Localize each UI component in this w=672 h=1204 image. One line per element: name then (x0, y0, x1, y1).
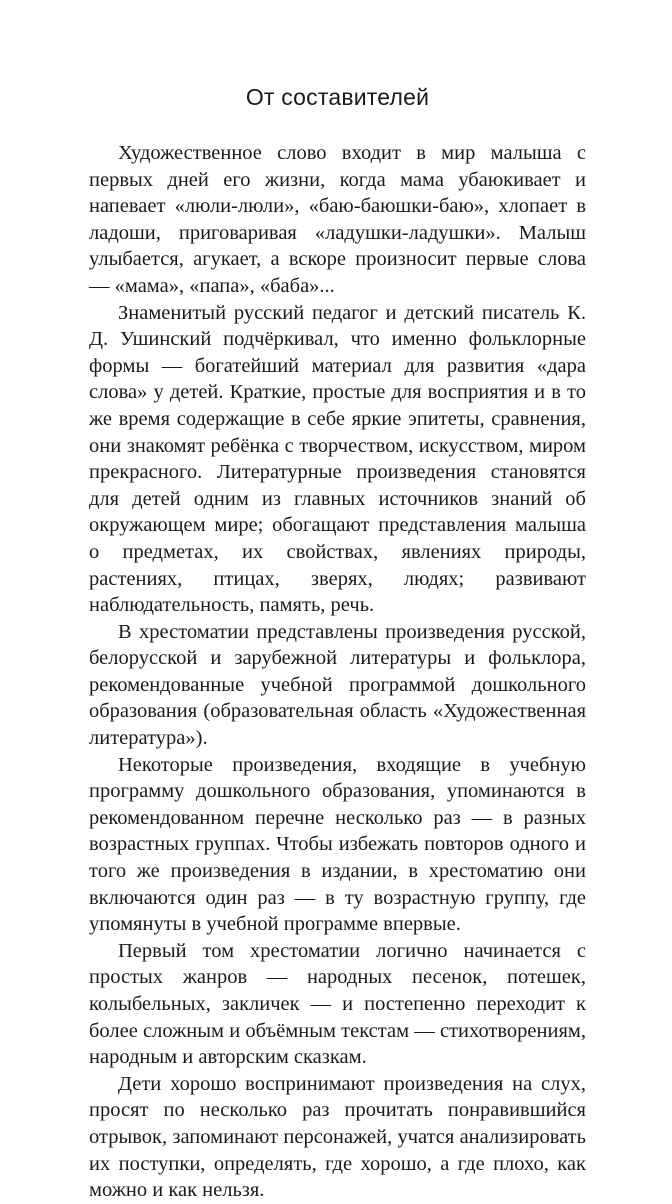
paragraph: Дети хорошо воспринимают произведения на слух, просят по несколько раз прочитать понравившийся отрывок, запоминают персонажей, учатся анализировать их поступки, определять, где хорошо, а где плохо, как можно и как нельзя. (89, 1072, 586, 1202)
book-page (89, 0, 586, 1204)
body-text (89, 140, 586, 1204)
paragraph: В хрестоматии представлены произведения русской, белорусской и зарубежной литературы и фольклора, рекомендованные учебной программой дошкольного образования (образовательная область «Художественная литература»). (89, 620, 586, 750)
paragraph: Некоторые произведения, входящие в учебную программу дошкольного образования, упоминаются в рекомендованном перечне несколько раз — в разных возрастных группах. Чтобы избежать повторов одного и того же произведения в издании, в хрестоматию они включаются один раз — в ту возрастную группу, где упомянуты в учебной программе впервые. (89, 753, 586, 936)
paragraph: Художественное слово входит в мир малыша с первых дней его жизни, когда мама убаюкивает и напевает «люли-люли», «баю-баюшки-баю», хлопает в ладоши, приговаривая «ладушки-ладушки». Малыш улыбается, агукает, а вскоре произносит первые слова — «мама», «папа», «баба»... (89, 142, 586, 297)
paragraph: Первый том хрестоматии логично начинается с простых жанров — народных песенок, потешек, колыбельных, закличек — и постепенно переходит к более сложным и объёмным текстам — стихотворениям, народным и авторским сказкам. (89, 939, 586, 1069)
page-title: От составителей (245, 84, 430, 110)
paragraph: Знаменитый русский педагог и детский писатель К. Д. Ушинский подчёркивал, что именно фольклорные формы — богатейший материал для развития «дара слова» у детей. Краткие, простые для восприятия и в то же время содержащие в себе яркие эпитеты, сравнения, они знакомят ребёнка с творчеством, искусством, миром прекрасного. Литературные произведения становятся для детей одним из главных источников знаний об окружающем мире; обогащают представления малыша о предметах, их свойствах, явлениях природы, растениях, птицах, зверях, людях; развивают наблюдательность, память, речь. (89, 301, 586, 617)
